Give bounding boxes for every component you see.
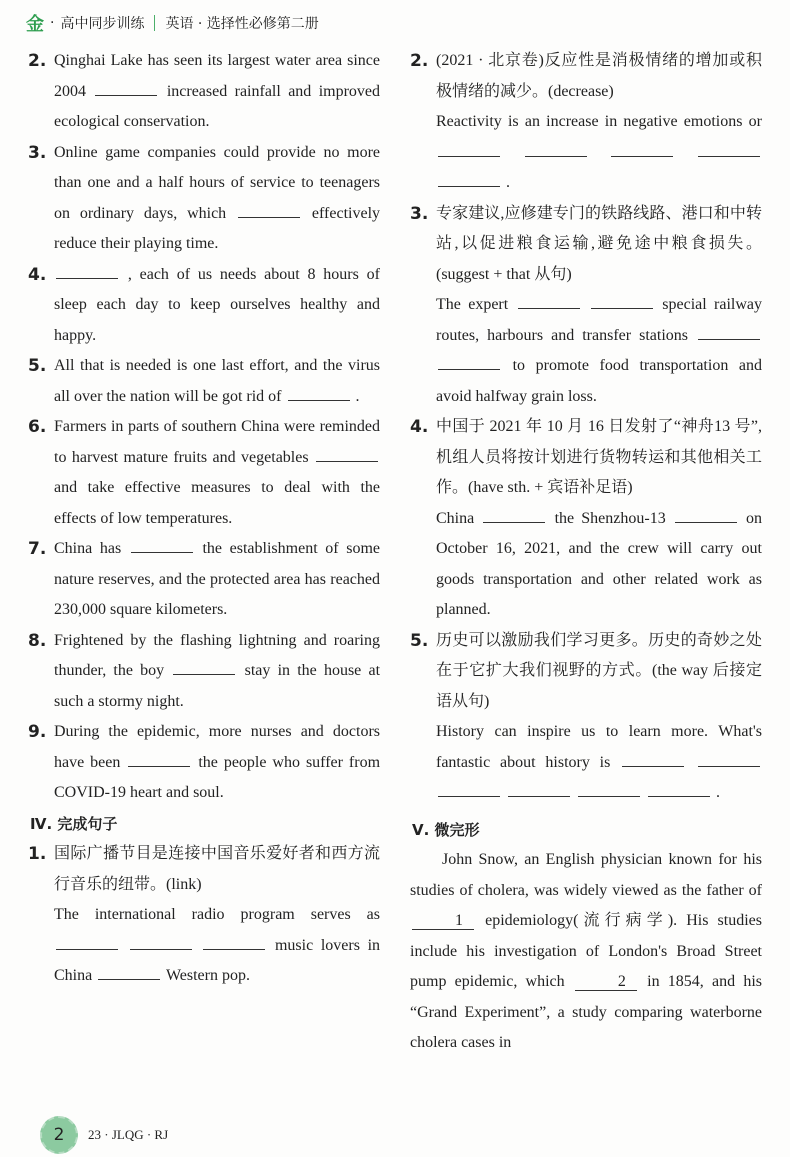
item-prompt (54, 46, 380, 138)
sentence-text: stay in the house at such a stormy night. (54, 662, 381, 710)
item-number: 5. (410, 630, 429, 651)
item-number: 4. (410, 417, 429, 437)
answer-blank[interactable]: 1 (412, 913, 474, 930)
exercise-item (28, 412, 380, 534)
answer-blank[interactable] (698, 323, 760, 340)
item-prompt (436, 46, 762, 107)
answer-blank[interactable] (438, 170, 500, 187)
sentence-text: to promote food transportation and avoid halfway grain loss. (436, 357, 763, 405)
sentence-text: the people who suffer from COVID-19 heart and soul. (54, 753, 381, 801)
answer-blank[interactable] (518, 292, 580, 309)
page-footer (40, 1116, 168, 1154)
sentence-text: 中国于 2021 年 10 月 16 日发射了“神舟13 号”,机组人员将按计划进行货物转运和其他相关工作。(have sth. + 宾语补足语) (436, 418, 762, 496)
answer-blank[interactable] (203, 933, 265, 950)
sentence-text: effectively reduce their playing time. (54, 204, 381, 252)
answer-blank[interactable] (622, 750, 684, 767)
exercise-item (410, 46, 762, 199)
exercise-item (28, 351, 380, 412)
answer-blank[interactable] (698, 140, 760, 157)
item-prompt (436, 626, 762, 718)
logo: 金 (26, 14, 44, 35)
sentence-text: Online game companies could provide no more than one and a half hours of service to teenagers on ordinary days, which (54, 143, 380, 222)
sentence-text: . (506, 174, 510, 191)
exercise-item (28, 138, 380, 260)
sentence-text: The expert (436, 296, 509, 313)
answer-blank[interactable] (438, 353, 500, 370)
item-prompt (54, 351, 380, 412)
item-number: 8. (28, 630, 47, 651)
answer-blank[interactable] (578, 780, 640, 797)
item-prompt (54, 412, 380, 534)
exercise-item (410, 626, 762, 809)
exercise-item (28, 839, 380, 992)
section-title: Ⅴ. 微完形 (412, 820, 480, 839)
sentence-text: music lovers in China (54, 936, 381, 984)
answer-blank[interactable] (525, 140, 587, 157)
sentence-text: All that is needed is one last effort, and the virus all over the nation will be got rid of (54, 357, 380, 405)
sentence-text: increased rainfall and improved ecological conservation. (54, 82, 381, 130)
answer-blank[interactable] (648, 780, 710, 797)
item-number: 2. (410, 51, 429, 71)
item-number: 5. (28, 356, 47, 376)
series-title: 高中同步训练 (60, 16, 145, 32)
item-answer-line (54, 900, 380, 992)
item-number: 7. (28, 539, 47, 559)
sentence-text: John Snow, an English physician known for his studies of cholera, was widely viewed as the father of (410, 851, 762, 899)
item-number: 3. (410, 203, 429, 224)
exercise-item (410, 412, 762, 626)
item-prompt (54, 138, 380, 260)
cloze-passage (410, 845, 762, 1059)
item-answer-line (436, 717, 762, 809)
item-number: 6. (28, 417, 47, 437)
dot: · (50, 15, 55, 31)
sentence-text: Western pop. (165, 967, 250, 984)
sentence-text: on October 16, 2021, and the crew will carry out goods transportation and other related work as planned. (436, 509, 763, 618)
answer-blank[interactable] (288, 384, 350, 401)
exercise-item (410, 199, 762, 413)
sentence-text: the establishment of some nature reserves, and the protected area has reached 230,000 square kilometers. (54, 540, 381, 618)
exercise-item (28, 260, 380, 352)
sentence-text: epidemiology(流行病学). His studies include his investigation of London's Broad Street pump epidemic, which (410, 912, 762, 990)
item-prompt (54, 839, 380, 900)
answer-blank[interactable] (173, 658, 235, 675)
exercise-item (28, 717, 380, 809)
exercise-item (28, 534, 380, 626)
answer-blank[interactable] (98, 963, 160, 980)
section-title: Ⅳ. 完成句子 (30, 814, 118, 833)
right-column (410, 46, 762, 1059)
item-prompt (54, 626, 380, 718)
item-prompt (54, 717, 380, 809)
item-number: 3. (28, 142, 47, 163)
item-number: 1. (28, 844, 47, 864)
divider (154, 15, 155, 31)
sentence-text: The international radio program serves as (54, 906, 380, 923)
sentence-text: Qinghai Lake has seen its largest water area since 2004 (54, 52, 380, 100)
answer-blank[interactable] (56, 262, 118, 279)
answer-blank[interactable] (675, 506, 737, 523)
answer-blank[interactable] (438, 780, 500, 797)
answer-blank[interactable]: 2 (575, 974, 637, 991)
answer-blank[interactable] (438, 140, 500, 157)
answer-blank[interactable] (591, 292, 653, 309)
sentence-text: special railway routes, harbours and transfer stations (436, 296, 763, 344)
item-prompt (436, 412, 762, 504)
sentence-text: Reactivity is an increase in negative emotions or (436, 113, 762, 130)
subject-title: 英语 · 选择性必修第二册 (165, 16, 319, 32)
answer-blank[interactable] (56, 933, 118, 950)
answer-blank[interactable] (128, 750, 190, 767)
sentence-text: Farmers in parts of southern China were reminded to harvest mature fruits and vegetables (54, 418, 380, 466)
item-number: 4. (28, 264, 47, 285)
sentence-text: During the epidemic, more nurses and doctors have been (54, 723, 380, 771)
item-number: 9. (28, 722, 47, 742)
sentence-text: Frightened by the flashing lightning and roaring thunder, the boy (54, 631, 380, 679)
sentence-text: , each of us needs about 8 hours of sleep each day to keep ourselves healthy and happy. (54, 265, 381, 344)
sentence-text: China (436, 509, 475, 527)
sentence-text: History can inspire us to learn more. What's fantastic about history is (436, 723, 762, 771)
sentence-text: 历史可以激励我们学习更多。历史的奇妙之处在于它扩大我们视野的方式。(the way 后接定语从句) (436, 631, 762, 710)
item-prompt (436, 199, 762, 291)
sentence-text: . (716, 784, 720, 801)
answer-blank[interactable] (698, 750, 760, 767)
sentence-text: 专家建议,应修建专门的铁路线路、港口和中转站,以促进粮食运输,避免途中粮食损失。(suggest + that 从句) (436, 204, 762, 283)
page-number: 2 (40, 1116, 78, 1154)
answer-blank[interactable] (611, 140, 673, 157)
answer-blank[interactable] (238, 201, 300, 218)
sentence-text: 国际广播节目是连接中国音乐爱好者和西方流行音乐的纽带。(link) (54, 845, 380, 893)
answer-blank[interactable] (508, 780, 570, 797)
sentence-text: and take effective measures to deal with the effects of low temperatures. (54, 479, 380, 527)
sentence-text: China has (54, 540, 122, 557)
item-number: 2. (28, 51, 47, 71)
item-prompt (54, 534, 380, 626)
sentence-text: . (355, 387, 360, 405)
sentence-text: in 1854, and his “Grand Experiment”, a study comparing waterborne cholera cases in (410, 973, 763, 1051)
item-answer-line (436, 504, 762, 626)
answer-blank[interactable] (483, 506, 545, 523)
page-header (26, 10, 319, 36)
exercise-item (28, 626, 380, 718)
sentence-text: the Shenzhou-13 (554, 509, 666, 527)
exercise-item (28, 46, 380, 138)
answer-blank[interactable] (95, 79, 157, 96)
item-answer-line (436, 290, 762, 412)
item-prompt (54, 260, 380, 352)
item-answer-line (436, 107, 762, 199)
sentence-text: (2021 · 北京卷)反应性是消极情绪的增加或积极情绪的减少。(decrease) (436, 52, 762, 100)
answer-blank[interactable] (131, 536, 193, 553)
left-column (28, 46, 380, 992)
footer-code: 23 · JLQG · RJ (88, 1127, 169, 1142)
answer-blank[interactable] (130, 933, 192, 950)
answer-blank[interactable] (316, 445, 378, 462)
